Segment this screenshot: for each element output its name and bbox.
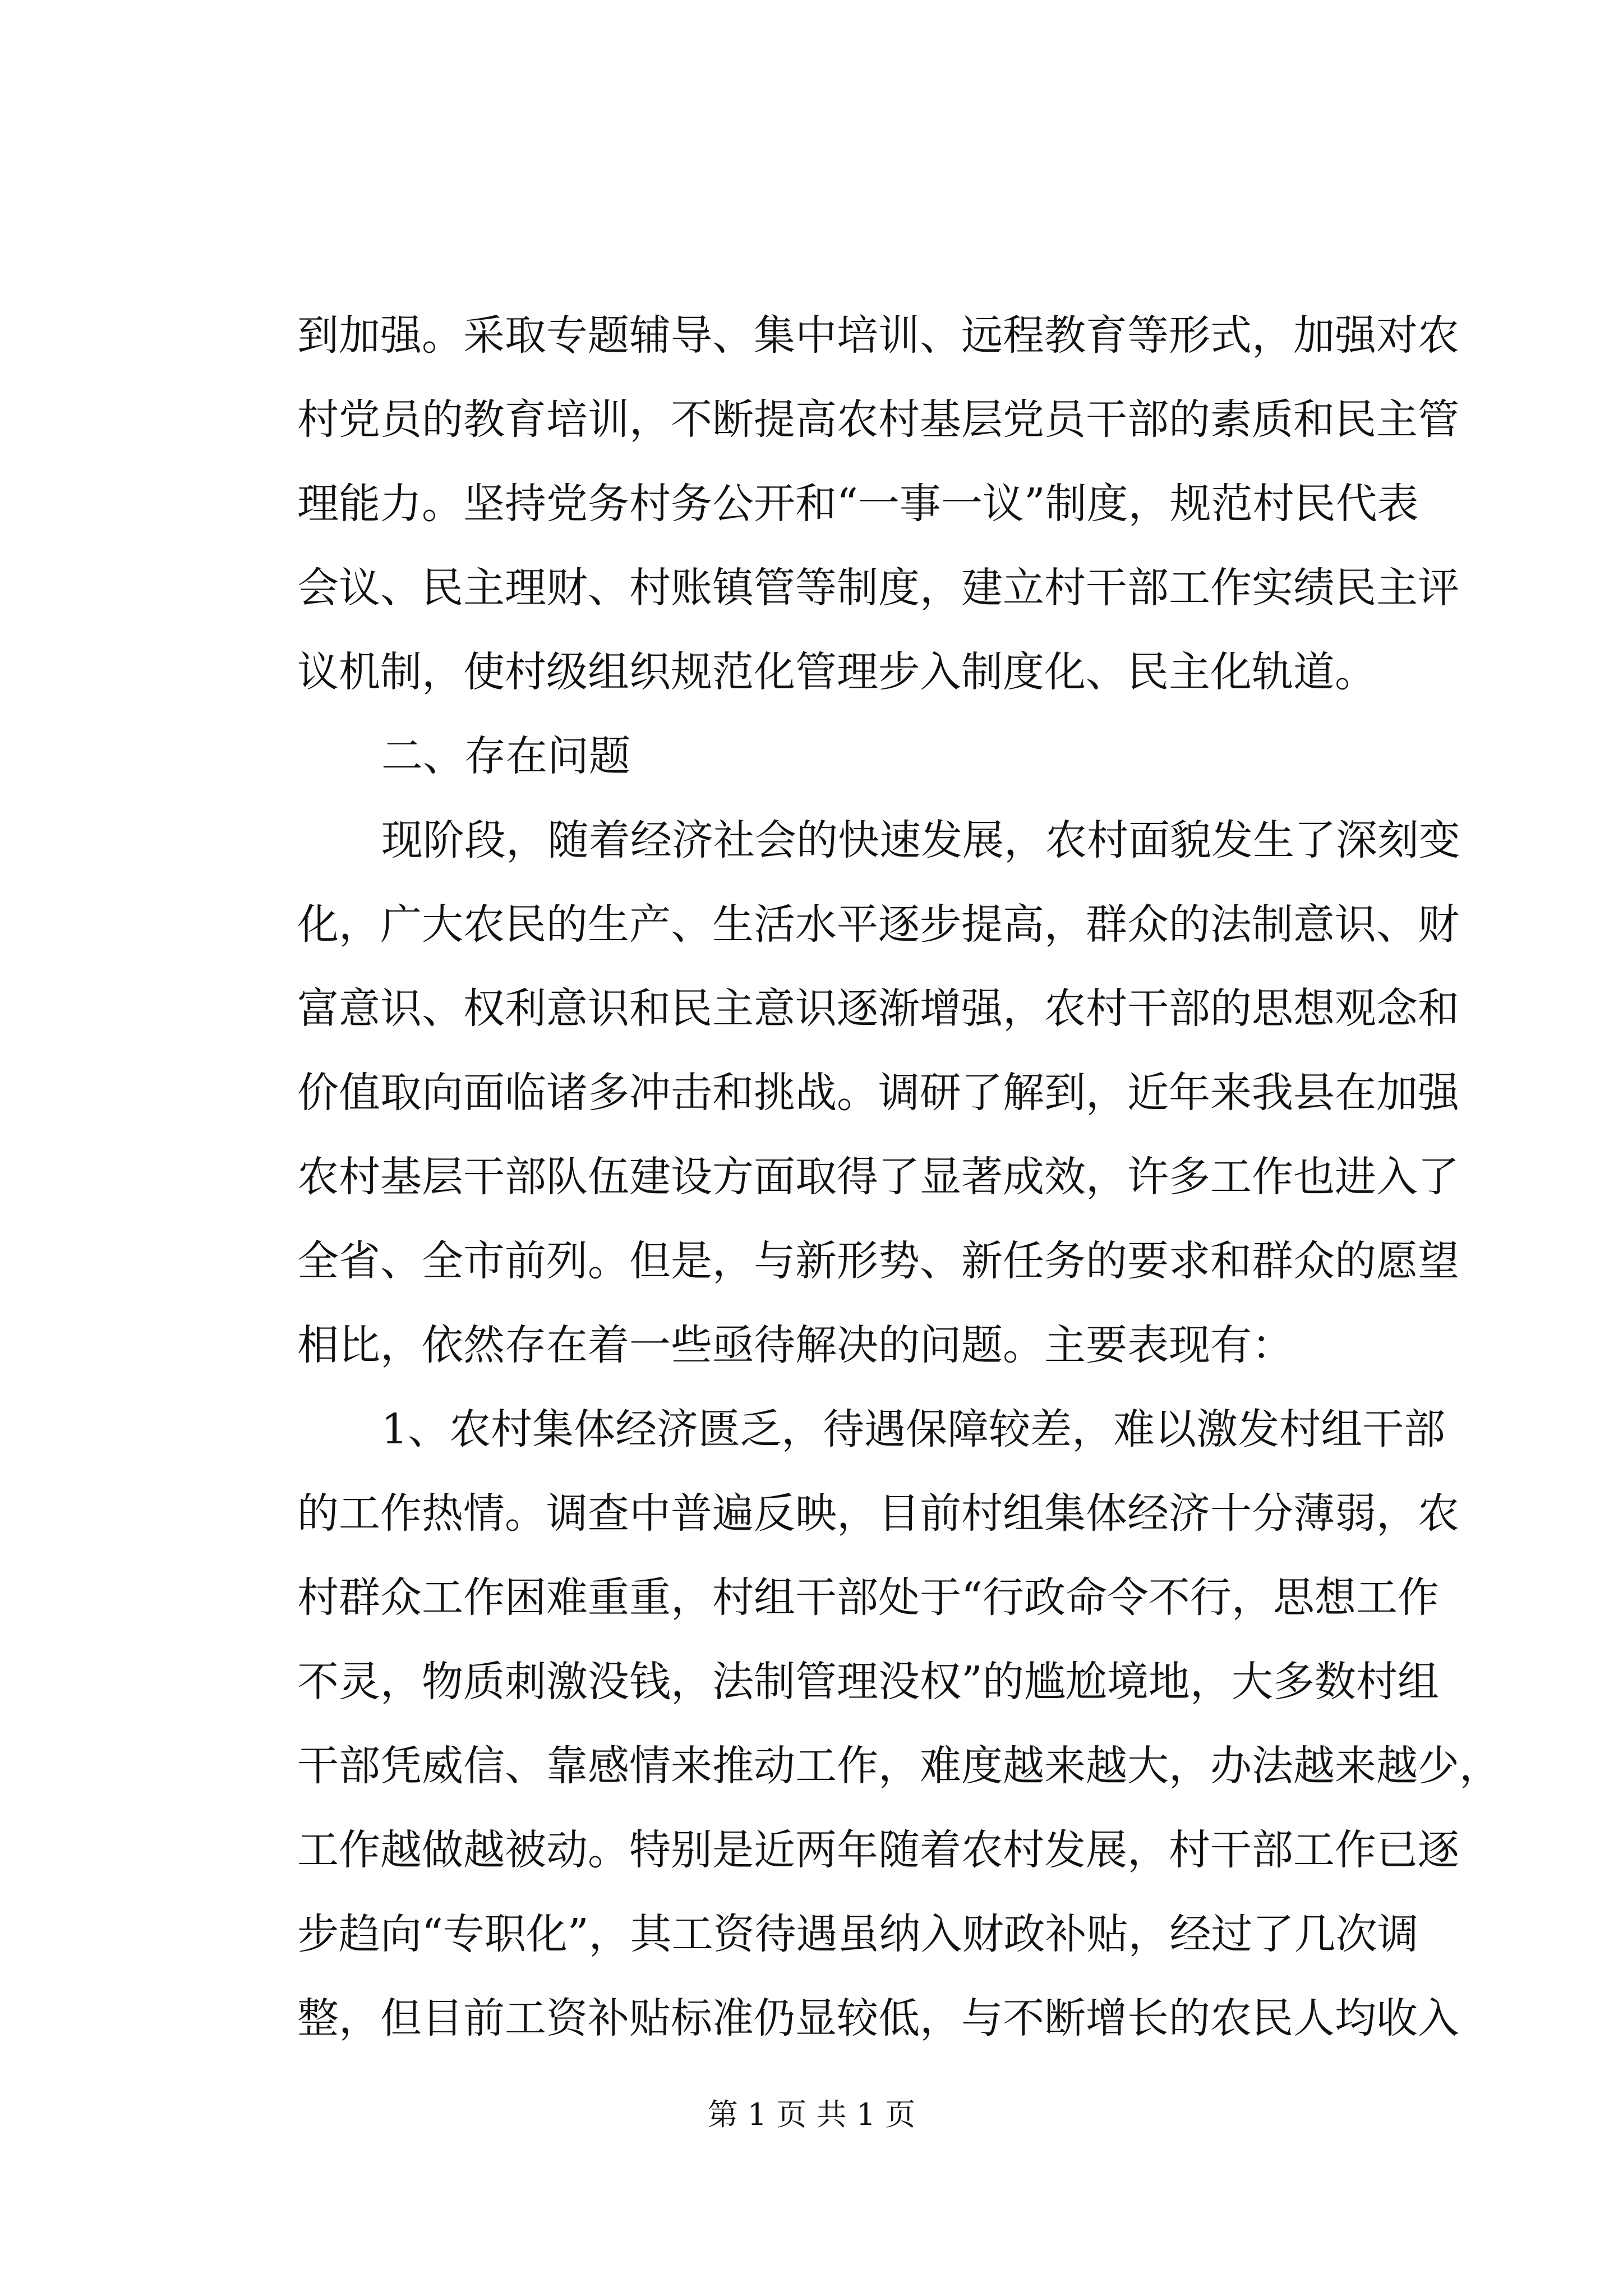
text-line: 议机制，使村级组织规范化管理步入制度化、民主化轨道。 [297, 648, 1376, 696]
text-line: 到加强。采取专题辅导、集中培训、远程教育等形式，加强对农 [297, 311, 1459, 360]
text-line: 工作越做越被动。特别是近两年随着农村发展，村干部工作已逐 [297, 1826, 1459, 1874]
text-line: 农村基层干部队伍建设方面取得了显著成效，许多工作也进入了 [297, 1153, 1459, 1201]
text-line: 相比，依然存在着一些亟待解决的问题。主要表现有： [297, 1321, 1293, 1369]
text-line: 村群众工作困难重重，村组干部处于“行政命令不行，思想工作 [297, 1573, 1439, 1622]
text-line: 步趋向“专职化”，其工资待遇虽纳入财政补贴，经过了几次调 [297, 1910, 1419, 1958]
text-line: 理能力。坚持党务村务公开和“一事一议”制度，规范村民代表 [297, 480, 1419, 528]
page-number-footer: 第 1 页 共 1 页 [707, 2097, 916, 2132]
section-heading: 二、存在问题 [381, 732, 630, 780]
text-line: 的工作热情。调查中普遍反映，目前村组集体经济十分薄弱，农 [297, 1489, 1459, 1538]
text-line: 化，广大农民的生产、生活水平逐步提高，群众的法制意识、财 [297, 900, 1459, 949]
text-line: 1、农村集体经济匮乏，待遇保障较差，难以激发村组干部 [381, 1405, 1446, 1453]
text-line: 现阶段，随着经济社会的快速发展，农村面貌发生了深刻变 [381, 816, 1460, 864]
text-line: 全省、全市前列。但是，与新形势、新任务的要求和群众的愿望 [297, 1237, 1459, 1285]
text-line: 不灵，物质刺激没钱，法制管理没权”的尴尬境地，大多数村组 [297, 1658, 1439, 1706]
text-line: 整，但目前工资补贴标准仍显较低，与不断增长的农民人均收入 [297, 1994, 1459, 2042]
text-line: 会议、民主理财、村账镇管等制度，建立村干部工作实绩民主评 [297, 564, 1459, 612]
text-line: 价值取向面临诸多冲击和挑战。调研了解到，近年来我县在加强 [297, 1069, 1459, 1117]
text-line: 村党员的教育培训，不断提高农村基层党员干部的素质和民主管 [297, 395, 1459, 444]
text-line: 干部凭威信、靠感情来推动工作，难度越来越大，办法越来越少， [297, 1742, 1501, 1790]
text-line: 富意识、权利意识和民主意识逐渐增强，农村干部的思想观念和 [297, 984, 1459, 1033]
